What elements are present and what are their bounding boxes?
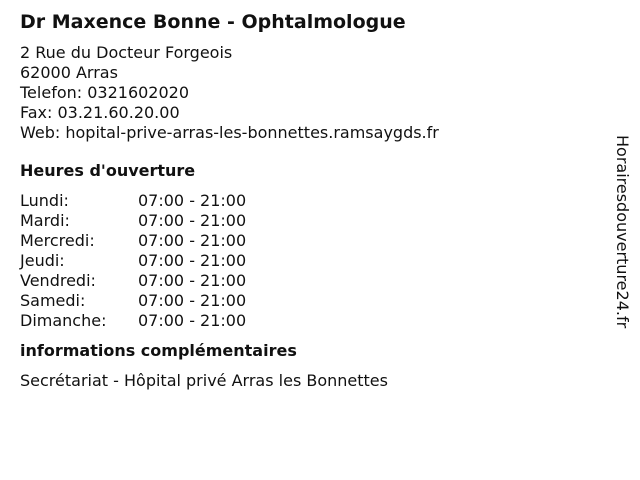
site-brand-watermark: Horairesdouverture24.fr [613, 135, 632, 329]
time-range: 07:00 - 21:00 [138, 211, 247, 230]
city-postal-code: 62000 Arras [20, 63, 118, 82]
hours-row-saturday [20, 291, 246, 311]
opening-hours-table [20, 191, 246, 331]
day-label: Lundi: [20, 191, 69, 210]
time-range: 07:00 - 21:00 [138, 311, 247, 330]
street-address: 2 Rue du Docteur Forgeois [20, 43, 233, 62]
day-label: Mardi: [20, 211, 70, 230]
hours-row-monday [20, 191, 246, 211]
time-range: 07:00 - 21:00 [138, 231, 247, 250]
phone-number: Telefon: 0321602020 [20, 83, 190, 102]
day-label: Mercredi: [20, 231, 95, 250]
hours-row-friday [20, 271, 246, 291]
time-range: 07:00 - 21:00 [138, 191, 247, 210]
hours-row-sunday [20, 311, 246, 331]
day-label: Jeudi: [20, 251, 65, 270]
day-label: Vendredi: [20, 271, 96, 290]
additional-info-heading: informations complémentaires [20, 341, 297, 360]
business-card [20, 10, 600, 391]
page-title: Dr Maxence Bonne - Ophtalmologue [20, 11, 406, 33]
additional-info-text: Secrétariat - Hôpital privé Arras les Bonnettes [20, 371, 388, 390]
hours-row-wednesday [20, 231, 246, 251]
time-range: 07:00 - 21:00 [138, 251, 247, 270]
time-range: 07:00 - 21:00 [138, 291, 247, 310]
day-label: Samedi: [20, 291, 86, 310]
fax-number: Fax: 03.21.60.20.00 [20, 103, 180, 122]
hours-row-thursday [20, 251, 246, 271]
time-range: 07:00 - 21:00 [138, 271, 247, 290]
website: Web: hopital-prive-arras-les-bonnettes.ramsaygds.fr [20, 123, 439, 142]
address-block [20, 43, 600, 143]
hours-row-tuesday [20, 211, 246, 231]
opening-hours-heading: Heures d'ouverture [20, 161, 196, 180]
day-label: Dimanche: [20, 311, 107, 330]
